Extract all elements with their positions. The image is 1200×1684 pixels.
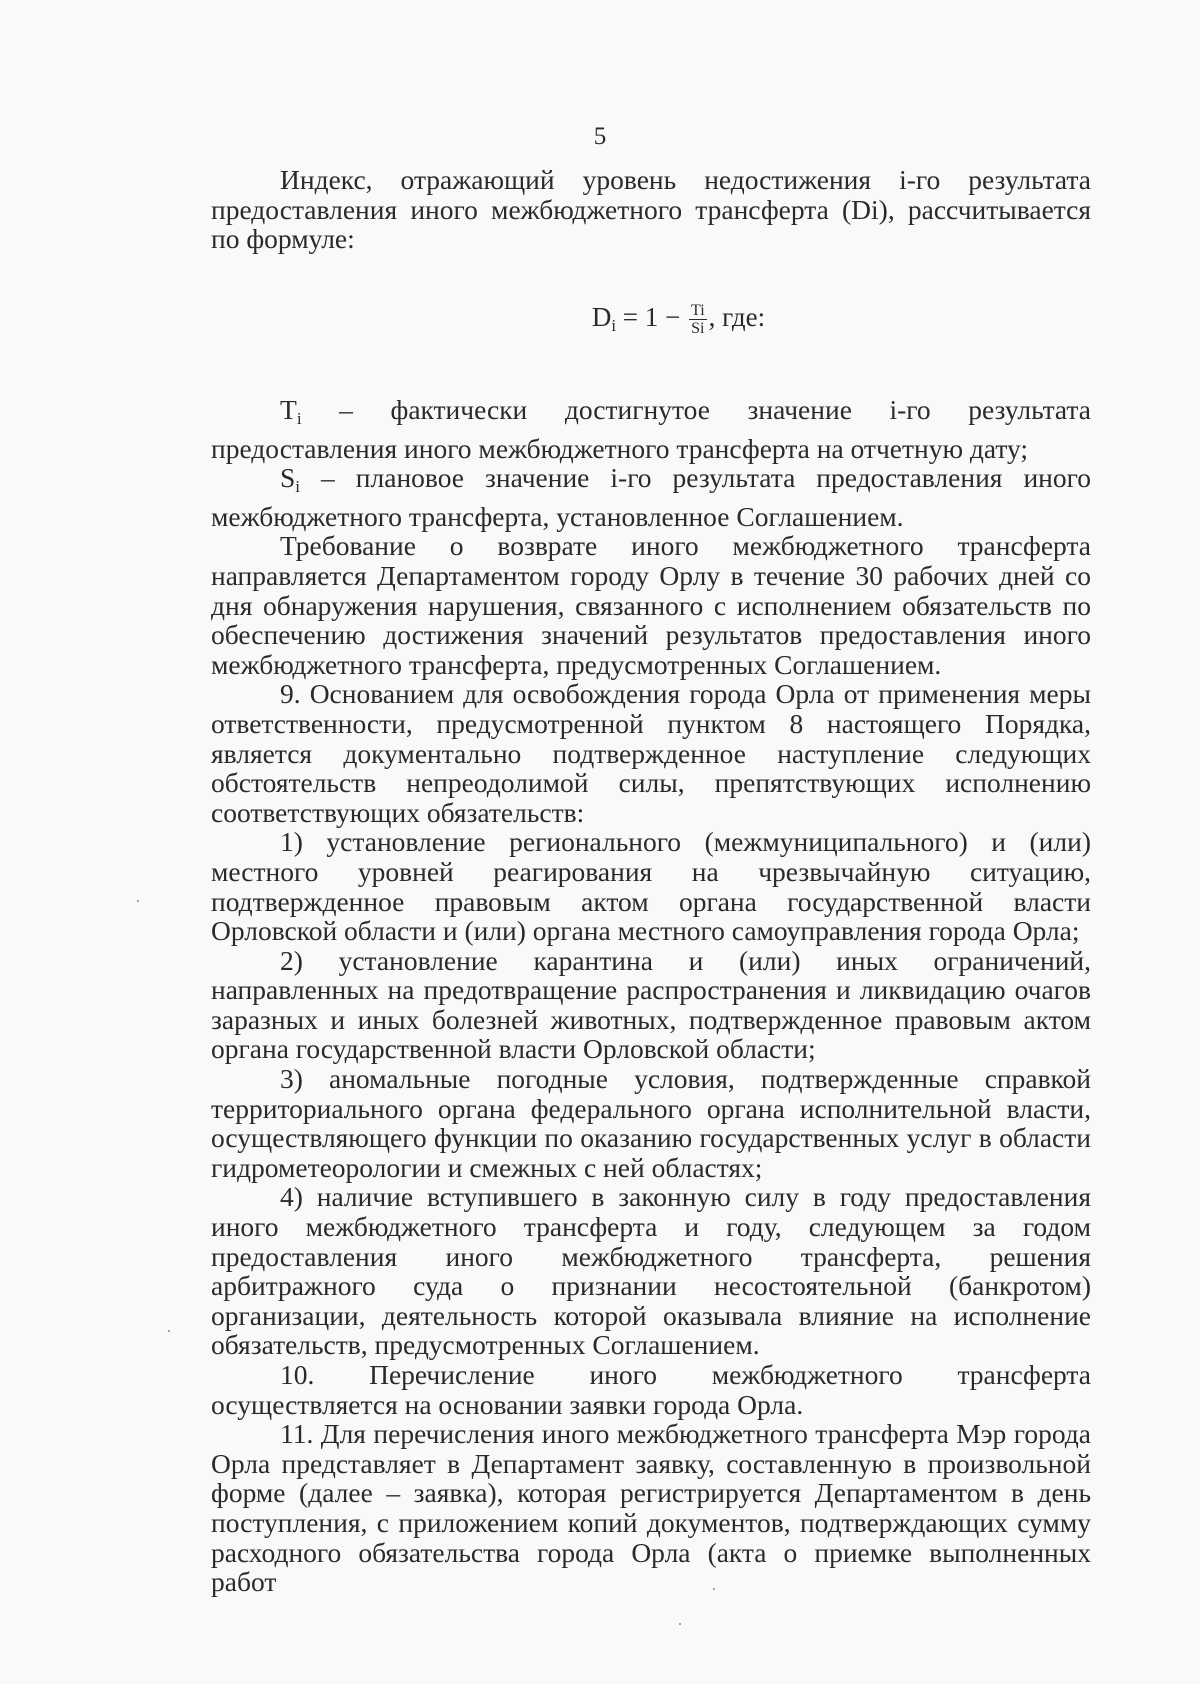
formula-denominator: Si	[691, 320, 705, 338]
paragraph-10: 10. Перечисление иного межбюджетного трансферта осуществляется на основании заявки города Орла.	[211, 1359, 1091, 1420]
formula	[211, 300, 1091, 343]
scan-speck	[713, 1588, 715, 1590]
definition-s-text: – плановое значение i-го результата предоставления иного межбюджетного трансферта, установленное Соглашением.	[211, 462, 1091, 532]
formula-suffix: , где:	[708, 301, 766, 332]
definition-t-text: – фактически достигнутое значение i-го результата предоставления иного межбюджетного трансферта на отчетную дату;	[211, 393, 1091, 464]
paragraph-return-requirement: Требование о возврате иного межбюджетного трансферта направляется Департаментом городу Орлу в течение 30 рабочих дней со дня обнаружения нарушения, связанного с исполнением обязательств по обеспечению достижения значений результатов предоставления иного межбюджетного трансферта, предусмотренных Соглашением.	[211, 530, 1091, 680]
paragraph-9: 9. Основанием для освобождения города Орла от применения меры ответственности, предусмотренной пунктом 8 настоящего Порядка, является документально подтвержденное наступление следующих обстоятельств непреодолимой силы, препятствующих исполнению соответствующих обязательств:	[211, 678, 1091, 828]
formula-equals: =	[622, 301, 639, 332]
definition-s-symbol: S	[280, 462, 296, 494]
scan-speck	[679, 1623, 681, 1625]
definition-s-subscript: i	[295, 477, 301, 497]
definition-t	[211, 395, 1091, 463]
paragraph-9-item-3: 3) аномальные погодные условия, подтвержденные справкой территориального органа федерального органа исполнительной власти, осуществляющего функции по оказанию государственных услуг в области гидрометеорологии и смежных с ней областях;	[211, 1063, 1091, 1183]
definition-t-symbol: T	[280, 393, 297, 425]
scan-speck	[137, 900, 139, 902]
paragraph-9-item-2: 2) установление карантина и (или) иных ограничений, направленных на предотвращение распространения и ликвидацию очагов заразных и иных болезней животных, подтвержденное правовым актом органа государственной власти Орловской области;	[211, 944, 1091, 1065]
definition-s	[211, 463, 1091, 531]
formula-lhs: D	[591, 301, 612, 332]
page-number: 5	[593, 123, 607, 150]
formula-numerator: Ti	[691, 302, 705, 320]
scan-speck	[168, 1330, 170, 1332]
formula-fraction	[689, 302, 707, 337]
formula-lhs-subscript: i	[611, 315, 617, 335]
definition-t-subscript: i	[296, 408, 302, 428]
intro-paragraph: Индекс, отражающий уровень недостижения i-го результата предоставления иного межбюджетного трансферта (Di), рассчитывается по формуле:	[211, 164, 1091, 255]
document-body	[211, 165, 1091, 1597]
paragraph-11: 11. Для перечисления иного межбюджетного трансферта Мэр города Орла представляет в Департамент заявку, составленную в произвольной форме (далее – заявка), которая регистрируется Департаментом в день поступления, с приложением копий документов, подтверждающих сумму расходного обязательства города Орла (акта о приемке выполненных работ	[211, 1418, 1091, 1598]
formula-one-minus: 1 −	[644, 301, 681, 332]
paragraph-9-item-1: 1) установление регионального (межмуниципального) и (или) местного уровней реагирования на чрезвычайную ситуацию, подтвержденное правовым актом органа государственной власти Орловской области и (или) органа местного самоуправления города Орла;	[211, 826, 1091, 947]
paragraph-9-item-4: 4) наличие вступившего в законную силу в году предоставления иного межбюджетного трансферта и году, следующем за годом предоставления иного межбюджетного трансферта, решения арбитражного суда о признании несостоятельной (банкротом) организации, деятельность которой оказывала влияние на исполнение обязательств, предусмотренных Соглашением.	[211, 1181, 1091, 1361]
